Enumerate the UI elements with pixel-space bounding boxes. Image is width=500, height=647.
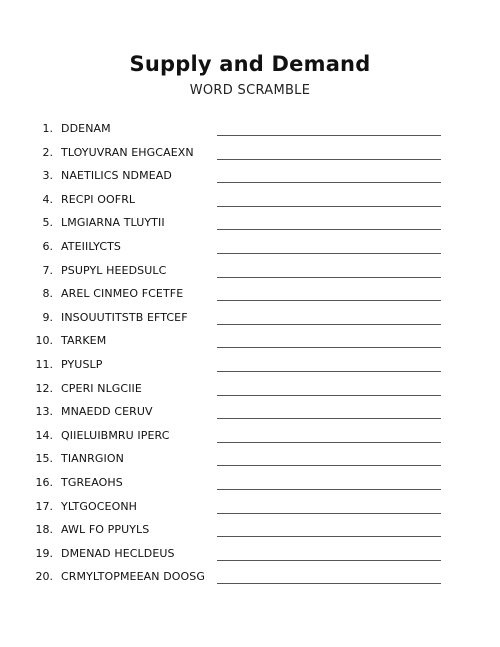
item-number: 5.: [42, 216, 53, 230]
scrambled-word: PSUPYL HEEDSULC: [61, 263, 167, 277]
list-item: [0, 166, 500, 190]
list-item: [0, 355, 500, 379]
list-item: [0, 473, 500, 497]
scrambled-word: PYUSLP: [61, 357, 103, 371]
scrambled-word: LMGIARNA TLUYTII: [61, 216, 165, 230]
list-item: [0, 213, 500, 237]
answer-line[interactable]: [217, 489, 441, 490]
scrambled-word: TARKEM: [61, 334, 107, 348]
scrambled-word: QIIELUIBMRU IPERC: [61, 428, 170, 442]
list-item: [0, 567, 500, 591]
item-number: 13.: [35, 405, 53, 419]
scrambled-word: MNAEDD CERUV: [61, 405, 153, 419]
list-item: [0, 237, 500, 261]
item-number: 2.: [42, 145, 53, 159]
item-number: 1.: [42, 122, 53, 135]
list-item: [0, 379, 500, 403]
answer-line[interactable]: [217, 536, 441, 537]
answer-line[interactable]: [217, 442, 441, 443]
item-number: 20.: [35, 570, 53, 584]
scrambled-word: TGREAOHS: [61, 475, 123, 489]
word-scramble-list: [0, 119, 500, 591]
item-number: 9.: [42, 310, 53, 324]
scrambled-word: CRMYLTOPMEEAN DOOSG: [61, 570, 205, 584]
answer-line[interactable]: [217, 206, 441, 207]
list-item: [0, 190, 500, 214]
list-item: [0, 261, 500, 285]
list-item: [0, 331, 500, 355]
answer-line[interactable]: [217, 253, 441, 254]
scrambled-word: DMENAD HECLDEUS: [61, 546, 175, 560]
item-number: 16.: [35, 475, 53, 489]
answer-line[interactable]: [217, 277, 441, 278]
list-item: [0, 119, 500, 143]
scrambled-word: YLTGOCEONH: [61, 499, 138, 513]
scrambled-word: INSOUUTITSTB EFTCEF: [61, 310, 188, 324]
answer-line[interactable]: [217, 560, 441, 561]
answer-line[interactable]: [217, 418, 441, 419]
item-number: 6.: [42, 239, 53, 253]
answer-line[interactable]: [217, 229, 441, 230]
answer-line[interactable]: [217, 395, 441, 396]
item-number: 11.: [35, 357, 53, 371]
scrambled-word: AREL CINMEO FCETFE: [61, 287, 184, 301]
item-number: 12.: [35, 381, 53, 395]
list-item: [0, 520, 500, 544]
answer-line[interactable]: [217, 324, 441, 325]
answer-line[interactable]: [217, 465, 441, 466]
item-number: 4.: [42, 192, 53, 206]
scrambled-word: ATEIILYCTS: [61, 239, 121, 253]
worksheet-subtitle: WORD SCRAMBLE: [189, 83, 311, 98]
answer-line[interactable]: [217, 371, 441, 372]
answer-line[interactable]: [217, 159, 441, 160]
scrambled-word: TIANRGION: [61, 452, 124, 466]
answer-line[interactable]: [217, 347, 441, 348]
answer-line[interactable]: [217, 182, 441, 183]
answer-line[interactable]: [217, 513, 441, 514]
scrambled-word: TLOYUVRAN EHGCAEXN: [61, 145, 194, 159]
worksheet-title: Supply and Demand: [129, 52, 371, 76]
item-number: 7.: [42, 263, 53, 277]
scrambled-word: RECPI OOFRL: [61, 192, 136, 206]
item-number: 10.: [35, 334, 53, 348]
list-item: [0, 497, 500, 521]
item-number: 18.: [35, 523, 53, 537]
item-number: 15.: [35, 452, 53, 466]
item-number: 14.: [35, 428, 53, 442]
list-item: [0, 544, 500, 568]
answer-line[interactable]: [217, 135, 441, 136]
scrambled-word: NAETILICS NDMEAD: [61, 169, 172, 183]
item-number: 8.: [42, 287, 53, 301]
list-item: [0, 426, 500, 450]
list-item: [0, 308, 500, 332]
scrambled-word: CPERI NLGCIIE: [61, 381, 142, 395]
answer-line[interactable]: [217, 583, 441, 584]
answer-line[interactable]: [217, 300, 441, 301]
item-number: 3.: [42, 169, 53, 183]
list-item: [0, 143, 500, 167]
item-number: 19.: [35, 546, 53, 560]
list-item: [0, 284, 500, 308]
scrambled-word: AWL FO PPUYLS: [61, 523, 150, 537]
list-item: [0, 402, 500, 426]
item-number: 17.: [35, 499, 53, 513]
scrambled-word: DDENAM: [61, 122, 111, 135]
list-item: [0, 449, 500, 473]
